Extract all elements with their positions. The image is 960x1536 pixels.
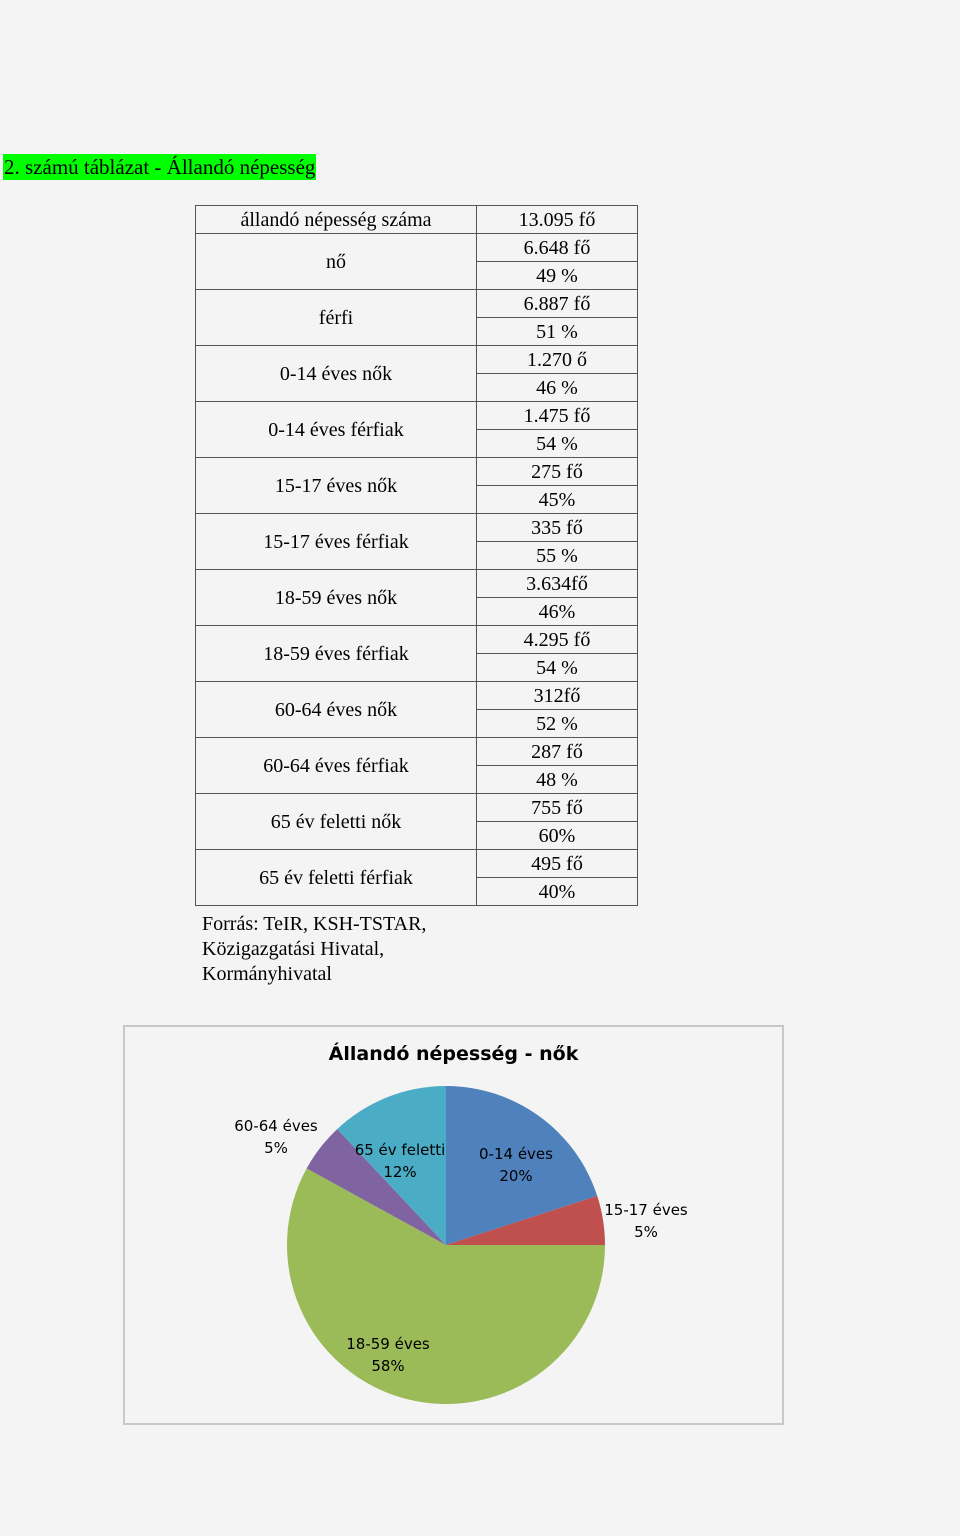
table-row	[196, 290, 638, 318]
header-label-cell: állandó népesség száma	[196, 206, 477, 234]
table-row	[196, 234, 638, 262]
row-label-cell: 0-14 éves nők	[196, 346, 477, 402]
row-label-cell: 18-59 éves férfiak	[196, 626, 477, 682]
table-row	[196, 626, 638, 654]
table-row	[196, 346, 638, 374]
row-percent-cell: 48 %	[477, 766, 638, 794]
table-row	[196, 850, 638, 878]
row-percent-cell: 55 %	[477, 542, 638, 570]
row-percent-cell: 46 %	[477, 374, 638, 402]
row-label-cell: 15-17 éves nők	[196, 458, 477, 514]
row-label-cell: 15-17 éves férfiak	[196, 514, 477, 570]
slice-label	[466, 1143, 566, 1187]
row-percent-cell: 52 %	[477, 710, 638, 738]
slice-value: 58%	[371, 1357, 405, 1375]
row-count-cell: 4.295 fő	[477, 626, 638, 654]
slice-category: 60-64 éves	[234, 1117, 318, 1135]
row-count-cell: 6.887 fő	[477, 290, 638, 318]
row-percent-cell: 46%	[477, 598, 638, 626]
row-label-cell: 65 év feletti nők	[196, 794, 477, 850]
row-percent-cell: 45%	[477, 486, 638, 514]
table-row	[196, 738, 638, 766]
row-label-cell: 60-64 éves férfiak	[196, 738, 477, 794]
row-count-cell: 312fő	[477, 682, 638, 710]
row-percent-cell: 40%	[477, 878, 638, 906]
row-percent-cell: 49 %	[477, 262, 638, 290]
row-label-cell: 18-59 éves nők	[196, 570, 477, 626]
row-percent-cell: 60%	[477, 822, 638, 850]
slice-category: 18-59 éves	[346, 1335, 430, 1353]
row-percent-cell: 54 %	[477, 430, 638, 458]
source-note: Forrás: TeIR, KSH-TSTAR, Közigazgatási Hivatal, Kormányhivatal	[202, 913, 427, 985]
row-percent-cell: 54 %	[477, 654, 638, 682]
row-count-cell: 335 fő	[477, 514, 638, 542]
slice-value: 5%	[264, 1139, 288, 1157]
row-count-cell: 6.648 fő	[477, 234, 638, 262]
population-table	[195, 205, 638, 906]
slice-label	[338, 1333, 438, 1377]
header-value-cell: 13.095 fő	[477, 206, 638, 234]
row-label-cell: 60-64 éves nők	[196, 682, 477, 738]
row-count-cell: 755 fő	[477, 794, 638, 822]
slice-value: 20%	[499, 1167, 533, 1185]
row-count-cell: 495 fő	[477, 850, 638, 878]
table-row	[196, 682, 638, 710]
row-label-cell: nő	[196, 234, 477, 290]
row-percent-cell: 51 %	[477, 318, 638, 346]
slice-label	[226, 1115, 326, 1159]
row-count-cell: 287 fő	[477, 738, 638, 766]
pie-chart	[123, 1025, 784, 1425]
table-heading: 2. számú táblázat - Állandó népesség	[4, 155, 316, 179]
slice-category: 0-14 éves	[479, 1145, 553, 1163]
chart-title: Állandó népesség - nők	[328, 1043, 579, 1065]
slice-value: 5%	[634, 1223, 658, 1241]
row-count-cell: 1.475 fő	[477, 402, 638, 430]
table-row	[196, 458, 638, 486]
row-count-cell: 1.270 ő	[477, 346, 638, 374]
slice-label	[350, 1139, 450, 1183]
row-count-cell: 3.634fő	[477, 570, 638, 598]
row-label-cell: 0-14 éves férfiak	[196, 402, 477, 458]
table-row	[196, 514, 638, 542]
row-label-cell: férfi	[196, 290, 477, 346]
table-row	[196, 402, 638, 430]
row-label-cell: 65 év feletti férfiak	[196, 850, 477, 906]
table-header-row	[196, 206, 638, 234]
slice-label	[596, 1199, 696, 1243]
table-row	[196, 794, 638, 822]
slice-value: 12%	[383, 1163, 417, 1181]
slice-category: 65 év feletti	[354, 1141, 446, 1159]
table-row	[196, 570, 638, 598]
row-count-cell: 275 fő	[477, 458, 638, 486]
slice-category: 15-17 éves	[604, 1201, 688, 1219]
